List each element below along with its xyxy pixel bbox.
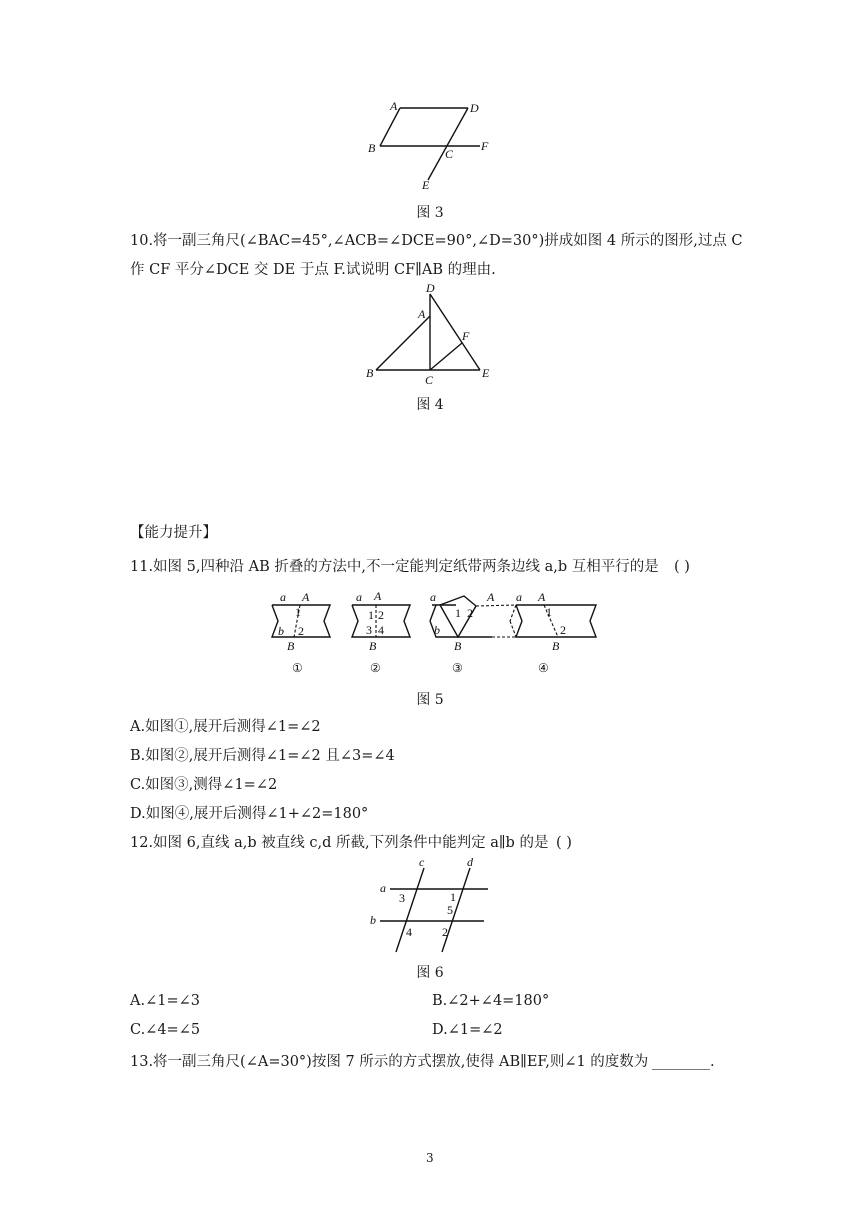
fig6-label-a: a <box>380 881 386 895</box>
fig3-caption: 图 3 <box>416 205 444 221</box>
fig3-label-e: E <box>422 178 430 192</box>
fig5-p1-A: A <box>302 590 310 604</box>
q13-stem: 13.将一副三角尺(∠A=30°)按图 7 所示的方式摆放,使得 AB∥EF,则∠1 的度数为 <box>130 1054 649 1070</box>
fig5-panel-3-label: ③ <box>452 661 463 675</box>
fig4-caption: 图 4 <box>416 397 444 413</box>
fig3-label-f: F <box>481 139 489 153</box>
q12-option-a: A.∠1=∠3 <box>130 993 200 1009</box>
fig5-caption: 图 5 <box>416 692 444 708</box>
fig4-label-a: A <box>418 307 426 321</box>
fig5-p1-n1: 1 <box>295 605 301 619</box>
fig5-panel-4-label: ④ <box>538 661 549 675</box>
q11-option-d: D.如图④,展开后测得∠1+∠2=180° <box>130 806 369 822</box>
q11-option-a: A.如图①,展开后测得∠1=∠2 <box>130 719 321 735</box>
fig5-p2-B: B <box>369 639 377 653</box>
fig5-p2-n3: 3 <box>366 623 372 637</box>
fig5-p1-n2: 2 <box>298 624 304 638</box>
figure-3 <box>360 96 500 196</box>
q12-option-c: C.∠4=∠5 <box>130 1022 201 1038</box>
figure-6 <box>366 856 496 960</box>
q13-blank: ________. <box>652 1054 715 1070</box>
fig4-label-e: E <box>482 366 490 380</box>
fig6-angle-1: 1 <box>450 890 456 904</box>
fig6-label-c: c <box>419 856 425 869</box>
fig3-label-a: A <box>390 99 398 113</box>
q10-line-1: 10.将一副三角尺(∠BAC=45°,∠ACB=∠DCE=90°,∠D=30°)拼成如图 4 所示的图形,过点 C <box>130 233 743 249</box>
fig5-p4-n1: 1 <box>546 605 552 619</box>
fig5-p3-a: a <box>430 590 436 604</box>
fig4-label-d: D <box>426 282 435 295</box>
fig3-label-d: D <box>470 101 479 115</box>
fig5-p2-n4: 4 <box>378 623 384 637</box>
fig5-p2-n2: 2 <box>378 608 384 622</box>
page-number: 3 <box>426 1151 434 1165</box>
fig6-angle-4: 4 <box>406 925 412 939</box>
fig6-angle-2: 2 <box>442 925 448 939</box>
q10-line-2: 作 CF 平分∠DCE 交 DE 于点 F.试说明 CF∥AB 的理由. <box>130 262 496 278</box>
fig5-p3-B: B <box>454 639 462 653</box>
q11-option-b: B.如图②,展开后测得∠1=∠2 且∠3=∠4 <box>130 748 395 764</box>
fig5-p2-n1: 1 <box>368 608 374 622</box>
fig5-p1-B: B <box>287 639 295 653</box>
q11-option-c: C.如图③,测得∠1=∠2 <box>130 777 278 793</box>
fig4-label-b: B <box>366 366 374 380</box>
q11-stem: 11.如图 5,四种沿 AB 折叠的方法中,不一定能判定纸带两条边线 a,b 互相平行的是 <box>130 559 659 575</box>
q12-option-b: B.∠2+∠4=180° <box>432 993 550 1009</box>
fig5-p1-b: b <box>278 624 284 638</box>
fig5-p3-n2: 2 <box>467 606 473 620</box>
fig5-p2-A: A <box>374 589 382 603</box>
fig5-panel-1-label: ① <box>292 661 303 675</box>
fig5-p1-a: a <box>280 590 286 604</box>
fig5-p3-b: b <box>434 623 440 637</box>
fig4-label-f: F <box>462 329 470 343</box>
fig3-label-c: C <box>445 147 454 161</box>
fig6-angle-5: 5 <box>447 903 453 917</box>
q12-option-d: D.∠1=∠2 <box>432 1022 503 1038</box>
q12-answer-paren: ( ) <box>556 835 572 851</box>
figure-5 <box>262 588 612 678</box>
q11-answer-paren: ( ) <box>674 559 690 575</box>
fig4-label-c: C <box>425 373 434 387</box>
fig6-label-b: b <box>370 913 376 927</box>
fig6-caption: 图 6 <box>416 965 444 981</box>
fig5-p2-a: a <box>356 590 362 604</box>
section-title: 【能力提升】 <box>130 525 217 541</box>
fig3-label-b: B <box>368 141 376 155</box>
fig6-angle-3: 3 <box>399 891 405 905</box>
fig6-label-d: d <box>467 856 473 869</box>
fig5-p4-a: a <box>516 590 522 604</box>
fig5-p3-n1: 1 <box>455 606 461 620</box>
fig5-p4-A: A <box>538 590 546 604</box>
fig5-p4-n2: 2 <box>560 623 566 637</box>
fig5-p4-B: B <box>552 639 560 653</box>
fig5-panel-2-label: ② <box>370 661 381 675</box>
q12-stem: 12.如图 6,直线 a,b 被直线 c,d 所截,下列条件中能判定 a∥b 的是 <box>130 835 549 851</box>
fig5-p3-A: A <box>487 590 495 604</box>
figure-4 <box>362 282 502 390</box>
